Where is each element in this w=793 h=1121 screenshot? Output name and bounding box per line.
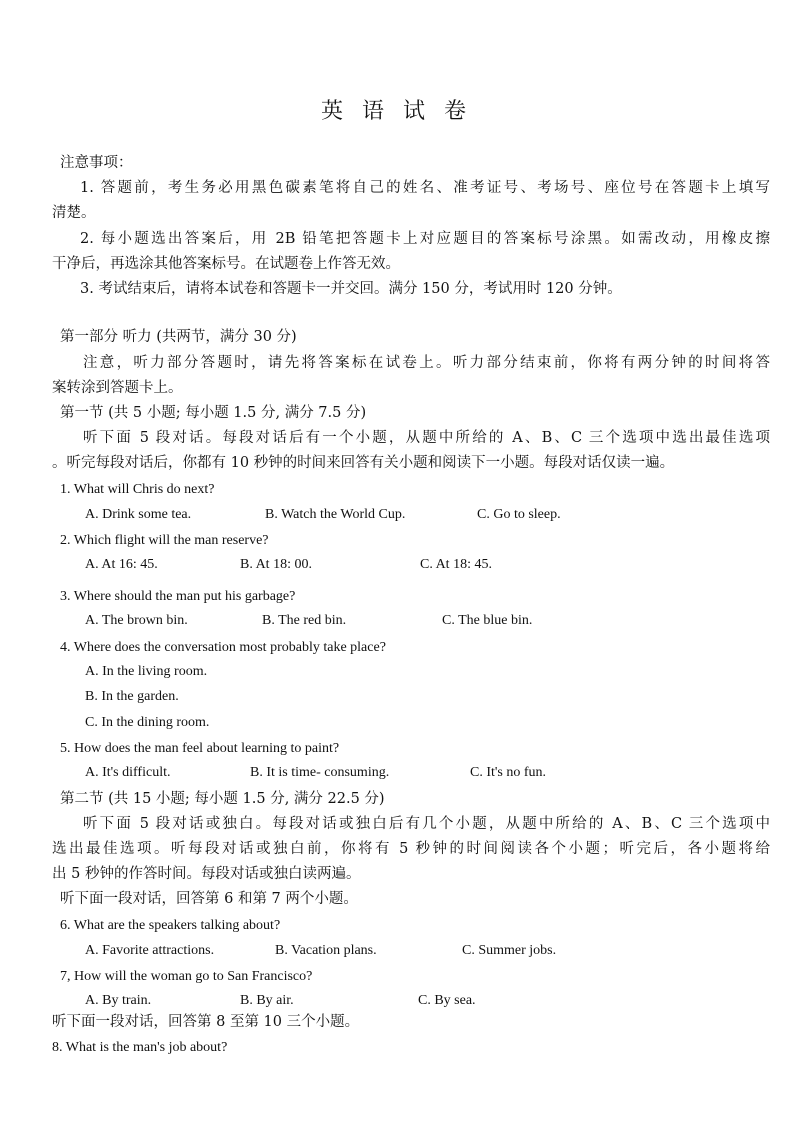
- question-7-option-b: B. By air.: [240, 993, 294, 1008]
- question-3-option-b: B. The red bin.: [262, 613, 347, 628]
- notes-item-3: 3. 考试结束后，请将本试卷和答题卡一并交回。满分 150 分，考试用时 120 分钟。: [80, 281, 622, 297]
- question-3-option-a: A. The brown bin.: [85, 613, 188, 628]
- dialog-6-7-instruction: 听下面一段对话，回答第 6 和第 7 两个小题。: [60, 891, 358, 907]
- question-7: 7, How will the woman go to San Francisco?: [60, 969, 313, 984]
- page-title: 英 语 试 卷: [321, 99, 472, 124]
- notes-item-1-line-2: 清楚。: [52, 205, 96, 221]
- part1-notice-line-1: 注意，听力部分答题时，请先将答案标在试卷上。听力部分结束前，你将有两分钟的时间将答: [83, 355, 770, 371]
- section2-heading: 第二节 (共 15 小题; 每小题 1.5 分, 满分 22.5 分): [60, 791, 385, 807]
- dialog-8-10-instruction: 听下面一段对话，回答第 8 至第 10 三个小题。: [52, 1014, 360, 1030]
- question-6-option-b: B. Vacation plans.: [275, 943, 377, 958]
- question-8: 8. What is the man's job about?: [52, 1040, 228, 1055]
- section2-instr-line-2: 选出最佳选项。听每段对话或独白前，你将有 5 秒钟的时间阅读各个小题；听完后，各小题将给: [52, 841, 770, 857]
- question-7-option-a: A. By train.: [85, 993, 152, 1008]
- notes-item-2-line-2: 干净后，再选涂其他答案标号。在试题卷上作答无效。: [52, 256, 400, 272]
- section2-instr-line-3: 出 5 秒钟的作答时间。每段对话或独白读两遍。: [52, 866, 361, 882]
- notes-item-2-line-1: 2. 每小题选出答案后，用 2B 铅笔把答题卡上对应题目的答案标号涂黑。如需改动，用橡皮擦: [80, 231, 770, 247]
- question-2-option-c: C. At 18: 45.: [420, 557, 492, 572]
- question-1-option-c: C. Go to sleep.: [477, 507, 561, 522]
- section1-heading: 第一节 (共 5 小题; 每小题 1.5 分, 满分 7.5 分): [60, 405, 367, 421]
- question-6: 6. What are the speakers talking about?: [60, 918, 281, 933]
- section1-instr-line-1: 听下面 5 段对话。每段对话后有一个小题，从题中所给的 A、B、C 三个选项中选出最佳选项: [83, 430, 770, 446]
- question-1-option-a: A. Drink some tea.: [85, 507, 192, 522]
- question-5-option-b: B. It is time- consuming.: [250, 765, 390, 780]
- question-3: 3. Where should the man put his garbage?: [60, 589, 296, 604]
- section1-instr-line-2: 。听完每段对话后，你都有 10 秒钟的时间来回答有关小题和阅读下一小题。每段对话仅读一遍。: [52, 455, 675, 471]
- question-4-option-c: C. In the dining room.: [85, 715, 210, 730]
- question-6-option-a: A. Favorite attractions.: [85, 943, 215, 958]
- notes-heading: 注意事项：: [60, 155, 133, 171]
- question-6-option-c: C. Summer jobs.: [462, 943, 557, 958]
- question-2-option-a: A. At 16: 45.: [85, 557, 158, 572]
- section2-instr-line-1: 听下面 5 段对话或独白。每段对话或独白后有几个小题，从题中所给的 A、B、C 三个选项中: [83, 816, 770, 832]
- question-2: 2. Which flight will the man reserve?: [60, 533, 269, 548]
- question-4-option-a: A. In the living room.: [85, 664, 208, 679]
- question-3-option-c: C. The blue bin.: [442, 613, 533, 628]
- question-4: 4. Where does the conversation most probably take place?: [60, 640, 386, 655]
- question-2-option-b: B. At 18: 00.: [240, 557, 312, 572]
- question-4-option-b: B. In the garden.: [85, 689, 179, 704]
- question-7-option-c: C. By sea.: [418, 993, 476, 1008]
- part1-notice-line-2: 案转涂到答题卡上。: [52, 380, 183, 396]
- notes-item-1-line-1: 1. 答题前，考生务必用黑色碳素笔将自己的姓名、准考证号、考场号、座位号在答题卡上填写: [80, 180, 770, 196]
- question-5-option-c: C. It's no fun.: [470, 765, 547, 780]
- question-1: 1. What will Chris do next?: [60, 482, 215, 497]
- question-5: 5. How does the man feel about learning to paint?: [60, 741, 340, 756]
- question-1-option-b: B. Watch the World Cup.: [265, 507, 406, 522]
- question-5-option-a: A. It's difficult.: [85, 765, 171, 780]
- part1-heading: 第一部分 听力 (共两节，满分 30 分): [60, 329, 297, 345]
